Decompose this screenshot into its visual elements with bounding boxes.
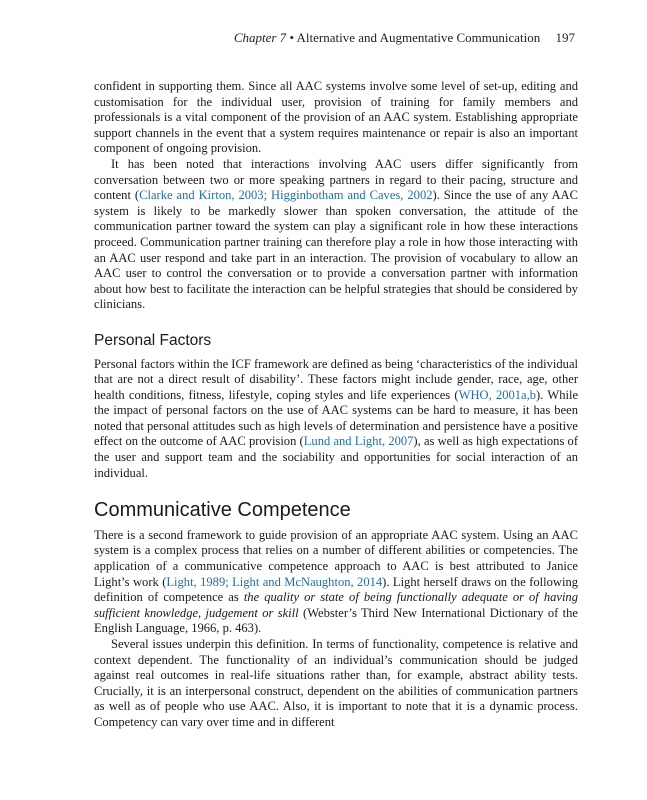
emphasized-definition: the quality or state of being functionally adequate or of having sufficient knowledge, judgement or skill: [94, 590, 578, 620]
text-run: ), as well as high expectations of the user and support team and the sociability and opportunities for social interaction of an individual.: [94, 434, 579, 480]
citation-link[interactable]: WHO, 2001a,b: [458, 387, 537, 402]
text-run: Personal factors within the ICF framework are defined as being ‘characteristics of the individual that are not a direct result of disability’. These factors might include gender, race, age, other health conditions, fitness, lifestyle, coping styles and life experiences (: [94, 356, 578, 402]
text-run: ). While the impact of personal factors on the use of AAC systems can be hard to measure, it has been noted that personal attitudes such as high levels of determination and persistence have a positive effect on the outcome of AAC provision (: [94, 387, 579, 449]
text-run: It has been noted that interactions involving AAC users differ significantly from conversation between two or more speaking partners in regard to their pacing, structure and content (: [94, 156, 578, 203]
body-text: [94, 79, 578, 731]
paragraph-competence-issues: Several issues underpin this definition. In terms of functionality, competence is relative and context dependent. The functionality of an individual’s communication should be judged against real outcomes in real-life situations rather than, for example, abstract ability tests. Crucially, it is an interpersonal construct, dependent on the abilities of communication partners as well as of people who use AAC. Also, it is important to note that it is a dynamic process. Competency can vary over time and in different: [94, 637, 578, 729]
text-run: ). Since the use of any AAC system is likely to be markedly slower than spoken conversation, the attitude of the communication partner toward the system can play a significant role in how these interactions proceed. Communication partner training can therefore play a role in how those interacting with an AAC user respond and take part in an interaction. The provision of vocabulary to allow an AAC user to control the conversation or to provide a conversation partner with information about how best to facilitate the interaction can be helpful strategies that should be considered by clinicians.: [94, 188, 578, 312]
section-heading-personal-factors: Personal Factors: [94, 331, 212, 349]
paragraph-competence-framework: [94, 528, 578, 637]
citation-link[interactable]: Lund and Light, 2007: [303, 434, 414, 449]
paragraph-personal-factors: [94, 357, 578, 482]
page-number: 197: [555, 30, 575, 45]
citation-link[interactable]: Clarke and Kirton, 2003; Higginbotham and Caves, 2002: [139, 188, 433, 203]
paragraph-continued: confident in supporting them. Since all AAC systems involve some level of set-up, editing and customisation for the individual user, provision of training for family members and professionals is a vital component of the provision of an AAC system. Establishing appropriate support channels in the event that a system requires maintenance or repair is also an important component of ongoing provision.: [94, 79, 578, 156]
paragraph-interactions: [94, 157, 578, 313]
text-run: ). Light herself draws on the following definition of competence as: [94, 574, 578, 605]
chapter-title: Alternative and Augmentative Communication: [296, 30, 541, 45]
citation-link[interactable]: Light, 1989; Light and McNaughton, 2014: [166, 574, 383, 589]
section-heading-communicative-competence: Communicative Competence: [94, 499, 351, 522]
chapter-label: Chapter 7: [233, 30, 287, 45]
header-bullet: •: [289, 30, 294, 45]
text-run: There is a second framework to guide provision of an appropriate AAC system. Using an AAC system is a complex process that relies on a number of different abilities or competencies. The application of a communicative competence approach to AAC is best attributed to Janice Light’s work (: [94, 527, 578, 589]
text-run: (Webster’s Third New International Dictionary of the English Language, 1966, p. 463).: [94, 605, 579, 636]
running-header: [234, 30, 575, 46]
